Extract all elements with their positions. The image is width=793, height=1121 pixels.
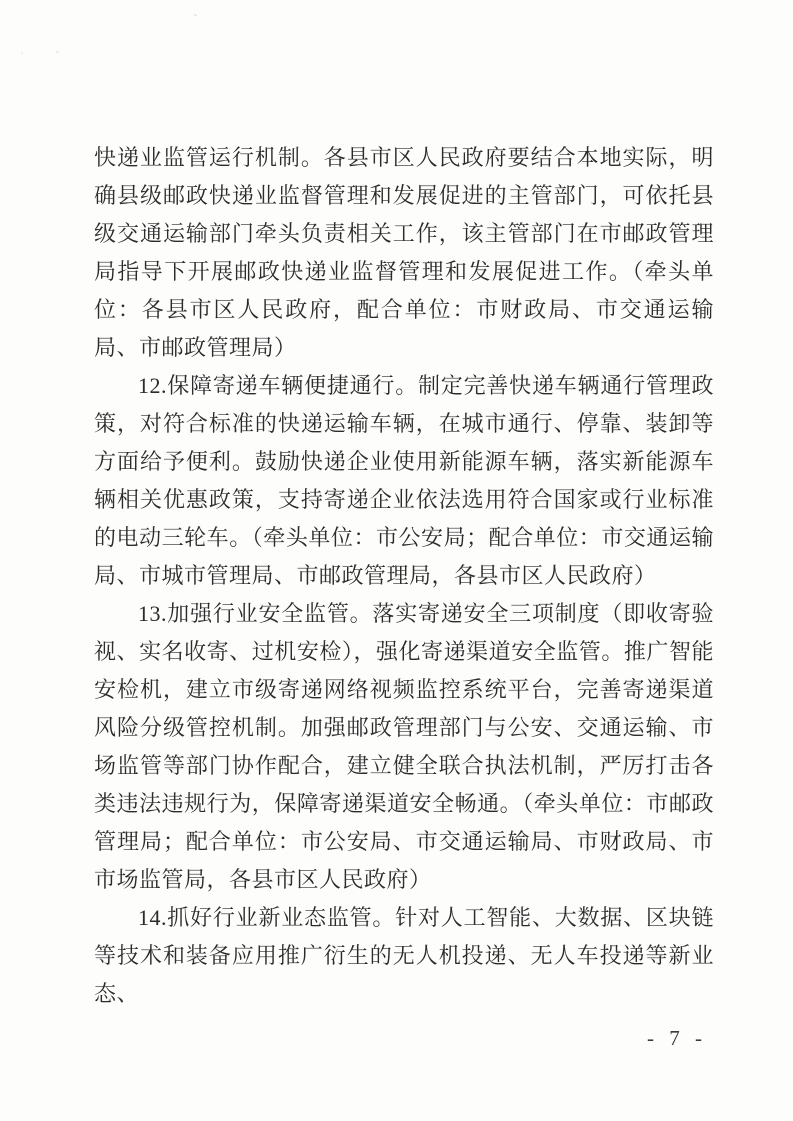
paragraph-item-14: 14.抓好行业新业态监管。针对人工智能、大数据、区块链等技术和装备应用推广衍生的无人机投递、无人车投递等新业态、 [94, 905, 714, 1006]
scan-noise-speck [194, 14, 197, 16]
scan-noise-speck [56, 51, 59, 53]
paragraph-continuation: 快递业监管运行机制。各县市区人民政府要结合本地实际，明确县级邮政快递业监督管理和发展促进的主管部门，可依托县级交通运输部门牵头负责相关工作，该主管部门在市邮政管理局指导下开展邮政快递业监督管理和发展促进工作。（牵头单位：各县市区人民政府，配合单位：市财政局、市交通运输局、市邮政管理局） [94, 145, 714, 360]
page-number: - 7 - [647, 1026, 707, 1050]
scan-noise-speck [21, 52, 23, 54]
document-text-block [94, 139, 714, 1013]
paragraph-item-12: 12.保障寄递车辆便捷通行。制定完善快递车辆通行管理政策，对符合标准的快递运输车辆，在城市通行、停靠、装卸等方面给予便利。鼓励快递企业使用新能源车辆，落实新能源车辆相关优惠政策，支持寄递企业依法选用符合国家或行业标准的电动三轮车。（牵头单位：市公安局；配合单位：市交通运输局、市城市管理局、市邮政管理局，各县市区人民政府） [94, 373, 714, 588]
paragraph-item-13: 13.加强行业安全监管。落实寄递安全三项制度（即收寄验视、实名收寄、过机安检），强化寄递渠道安全监管。推广智能安检机，建立市级寄递网络视频监控系统平台，完善寄递渠道风险分级管控机制。加强邮政管理部门与公安、交通运输、市场监管等部门协作配合，建立健全联合执法机制，严厉打击各类违法违规行为，保障寄递渠道安全畅通。（牵头单位：市邮政管理局；配合单位：市公安局、市交通运输局、市财政局、市市场监管局，各县市区人民政府） [94, 601, 714, 892]
